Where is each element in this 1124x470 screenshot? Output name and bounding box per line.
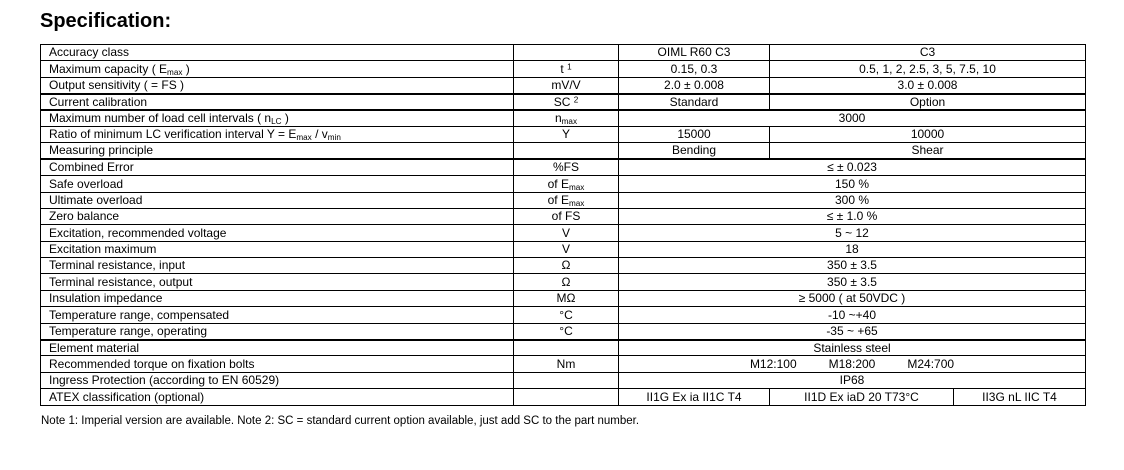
excitation-recommended-voltage-label: Excitation, recommended voltage	[41, 225, 514, 241]
element-material-label: Element material	[41, 340, 514, 356]
table-row-output-sensitivity	[41, 77, 1086, 93]
table-row-terminal-resistance-input	[41, 258, 1086, 274]
ultimate-overload-unit: of $E_{max}$	[514, 192, 619, 208]
specification-table	[40, 44, 1086, 406]
table-row-measuring-principle	[41, 143, 1086, 159]
table-row-ratio-min-verification-interval	[41, 126, 1086, 142]
terminal-resistance-input-value-1: 350 ± 3.5	[619, 258, 1086, 274]
atex-classification-unit	[514, 389, 619, 405]
current-calibration-label: Current calibration	[41, 94, 514, 110]
table-row-accuracy-class	[41, 45, 1086, 61]
terminal-resistance-output-value-1: 350 ± 3.5	[619, 274, 1086, 290]
insulation-impedance-label: Insulation impedance	[41, 290, 514, 306]
footnote: Note 1: Imperial version are available. Note 2: SC = standard current option available, just add SC to the part number.	[41, 414, 640, 427]
current-calibration-unit: SC $^2$	[514, 94, 619, 110]
output-sensitivity-unit: mV/V	[514, 77, 619, 93]
measuring-principle-label: Measuring principle	[41, 143, 514, 159]
temperature-range-compensated-label: Temperature range, compensated	[41, 307, 514, 323]
table-row-temperature-range-compensated	[41, 307, 1086, 323]
current-calibration-value-1: Standard	[619, 94, 770, 110]
atex-classification-value-1: II1G Ex ia II1C T4	[619, 389, 770, 405]
ingress-protection-value-1: IP68	[619, 372, 1086, 388]
temperature-range-compensated-value-1: -10 ~+40	[619, 307, 1086, 323]
recommended-torque-value-item: M24:700	[907, 356, 955, 371]
table-row-temperature-range-operating	[41, 323, 1086, 339]
atex-classification-value-2: II1D Ex iaD 20 T73°C	[770, 389, 954, 405]
recommended-torque-unit: Nm	[514, 356, 619, 372]
output-sensitivity-label: Output sensitivity ( = FS )	[41, 77, 514, 93]
excitation-recommended-voltage-value-1: 5 ~ 12	[619, 225, 1086, 241]
output-sensitivity-value-1: 2.0 ± 0.008	[619, 77, 770, 93]
spec-table-body	[41, 45, 1086, 406]
measuring-principle-value-1: Bending	[619, 143, 770, 159]
measuring-principle-value-2: Shear	[770, 143, 1086, 159]
maximum-capacity-label: Maximum capacity ( $E_{max}$ )	[41, 61, 514, 77]
zero-balance-value-1: ≤ ± 1.0 %	[619, 208, 1086, 224]
excitation-maximum-value-1: 18	[619, 241, 1086, 257]
excitation-maximum-unit: V	[514, 241, 619, 257]
table-row-max-load-cell-intervals	[41, 110, 1086, 126]
table-row-safe-overload	[41, 176, 1086, 192]
table-row-maximum-capacity	[41, 61, 1086, 77]
temperature-range-operating-label: Temperature range, operating	[41, 323, 514, 339]
combined-error-value-1: ≤ ± 0.023	[619, 159, 1086, 175]
accuracy-class-unit	[514, 45, 619, 61]
recommended-torque-label: Recommended torque on fixation bolts	[41, 356, 514, 372]
page-title: Specification:	[40, 10, 172, 32]
ratio-min-verification-interval-label: Ratio of minimum LC verification interval $Y = E_{max} / v_{min}$	[41, 126, 514, 142]
table-row-element-material	[41, 340, 1086, 356]
current-calibration-value-2: Option	[770, 94, 1086, 110]
temperature-range-operating-unit: °C	[514, 323, 619, 339]
output-sensitivity-value-2: 3.0 ± 0.008	[770, 77, 1086, 93]
table-row-insulation-impedance	[41, 290, 1086, 306]
maximum-capacity-value-2: 0.5, 1, 2, 2.5, 3, 5, 7.5, 10	[770, 61, 1086, 77]
terminal-resistance-output-unit: Ω	[514, 274, 619, 290]
ingress-protection-unit	[514, 372, 619, 388]
zero-balance-unit: of FS	[514, 208, 619, 224]
ultimate-overload-label: Ultimate overload	[41, 192, 514, 208]
insulation-impedance-unit: MΩ	[514, 290, 619, 306]
table-row-combined-error	[41, 159, 1086, 175]
temperature-range-compensated-unit: °C	[514, 307, 619, 323]
terminal-resistance-output-label: Terminal resistance, output	[41, 274, 514, 290]
ratio-min-verification-interval-value-1: 15000	[619, 126, 770, 142]
temperature-range-operating-value-1: -35 ~ +65	[619, 323, 1086, 339]
combined-error-unit: %FS	[514, 159, 619, 175]
terminal-resistance-input-label: Terminal resistance, input	[41, 258, 514, 274]
recommended-torque-value-item: M18:200	[828, 356, 876, 371]
insulation-impedance-value-1: ≥ 5000 ( at 50VDC )	[619, 290, 1086, 306]
safe-overload-value-1: 150 %	[619, 176, 1086, 192]
combined-error-label: Combined Error	[41, 159, 514, 175]
accuracy-class-value-2: C3	[770, 45, 1086, 61]
table-row-excitation-recommended-voltage	[41, 225, 1086, 241]
table-row-ingress-protection	[41, 372, 1086, 388]
max-load-cell-intervals-label: Maximum number of load cell intervals ( $n_{LC}$ )	[41, 110, 514, 126]
ratio-min-verification-interval-value-2: 10000	[770, 126, 1086, 142]
accuracy-class-value-1: OIML R60 C3	[619, 45, 770, 61]
ratio-min-verification-interval-unit: Y	[514, 126, 619, 142]
safe-overload-label: Safe overload	[41, 176, 514, 192]
table-row-excitation-maximum	[41, 241, 1086, 257]
table-row-ultimate-overload	[41, 192, 1086, 208]
recommended-torque-value-1	[619, 356, 1086, 372]
max-load-cell-intervals-unit: $n_{max}$	[514, 110, 619, 126]
element-material-unit	[514, 340, 619, 356]
excitation-recommended-voltage-unit: V	[514, 225, 619, 241]
table-row-zero-balance	[41, 208, 1086, 224]
ingress-protection-label: Ingress Protection (according to EN 60529)	[41, 372, 514, 388]
max-load-cell-intervals-value-1: 3000	[619, 110, 1086, 126]
maximum-capacity-value-1: 0.15, 0.3	[619, 61, 770, 77]
atex-classification-value-3: II3G nL IIC T4	[954, 389, 1086, 405]
excitation-maximum-label: Excitation maximum	[41, 241, 514, 257]
measuring-principle-unit	[514, 143, 619, 159]
terminal-resistance-input-unit: Ω	[514, 258, 619, 274]
maximum-capacity-unit: t $^1$	[514, 61, 619, 77]
recommended-torque-value-item: M12:100	[749, 356, 797, 371]
table-row-current-calibration	[41, 94, 1086, 110]
element-material-value-1: Stainless steel	[619, 340, 1086, 356]
atex-classification-label: ATEX classification (optional)	[41, 389, 514, 405]
ultimate-overload-value-1: 300 %	[619, 192, 1086, 208]
safe-overload-unit: of $E_{max}$	[514, 176, 619, 192]
accuracy-class-label: Accuracy class	[41, 45, 514, 61]
table-row-terminal-resistance-output	[41, 274, 1086, 290]
table-row-atex-classification	[41, 389, 1086, 405]
zero-balance-label: Zero balance	[41, 208, 514, 224]
table-row-recommended-torque	[41, 356, 1086, 372]
